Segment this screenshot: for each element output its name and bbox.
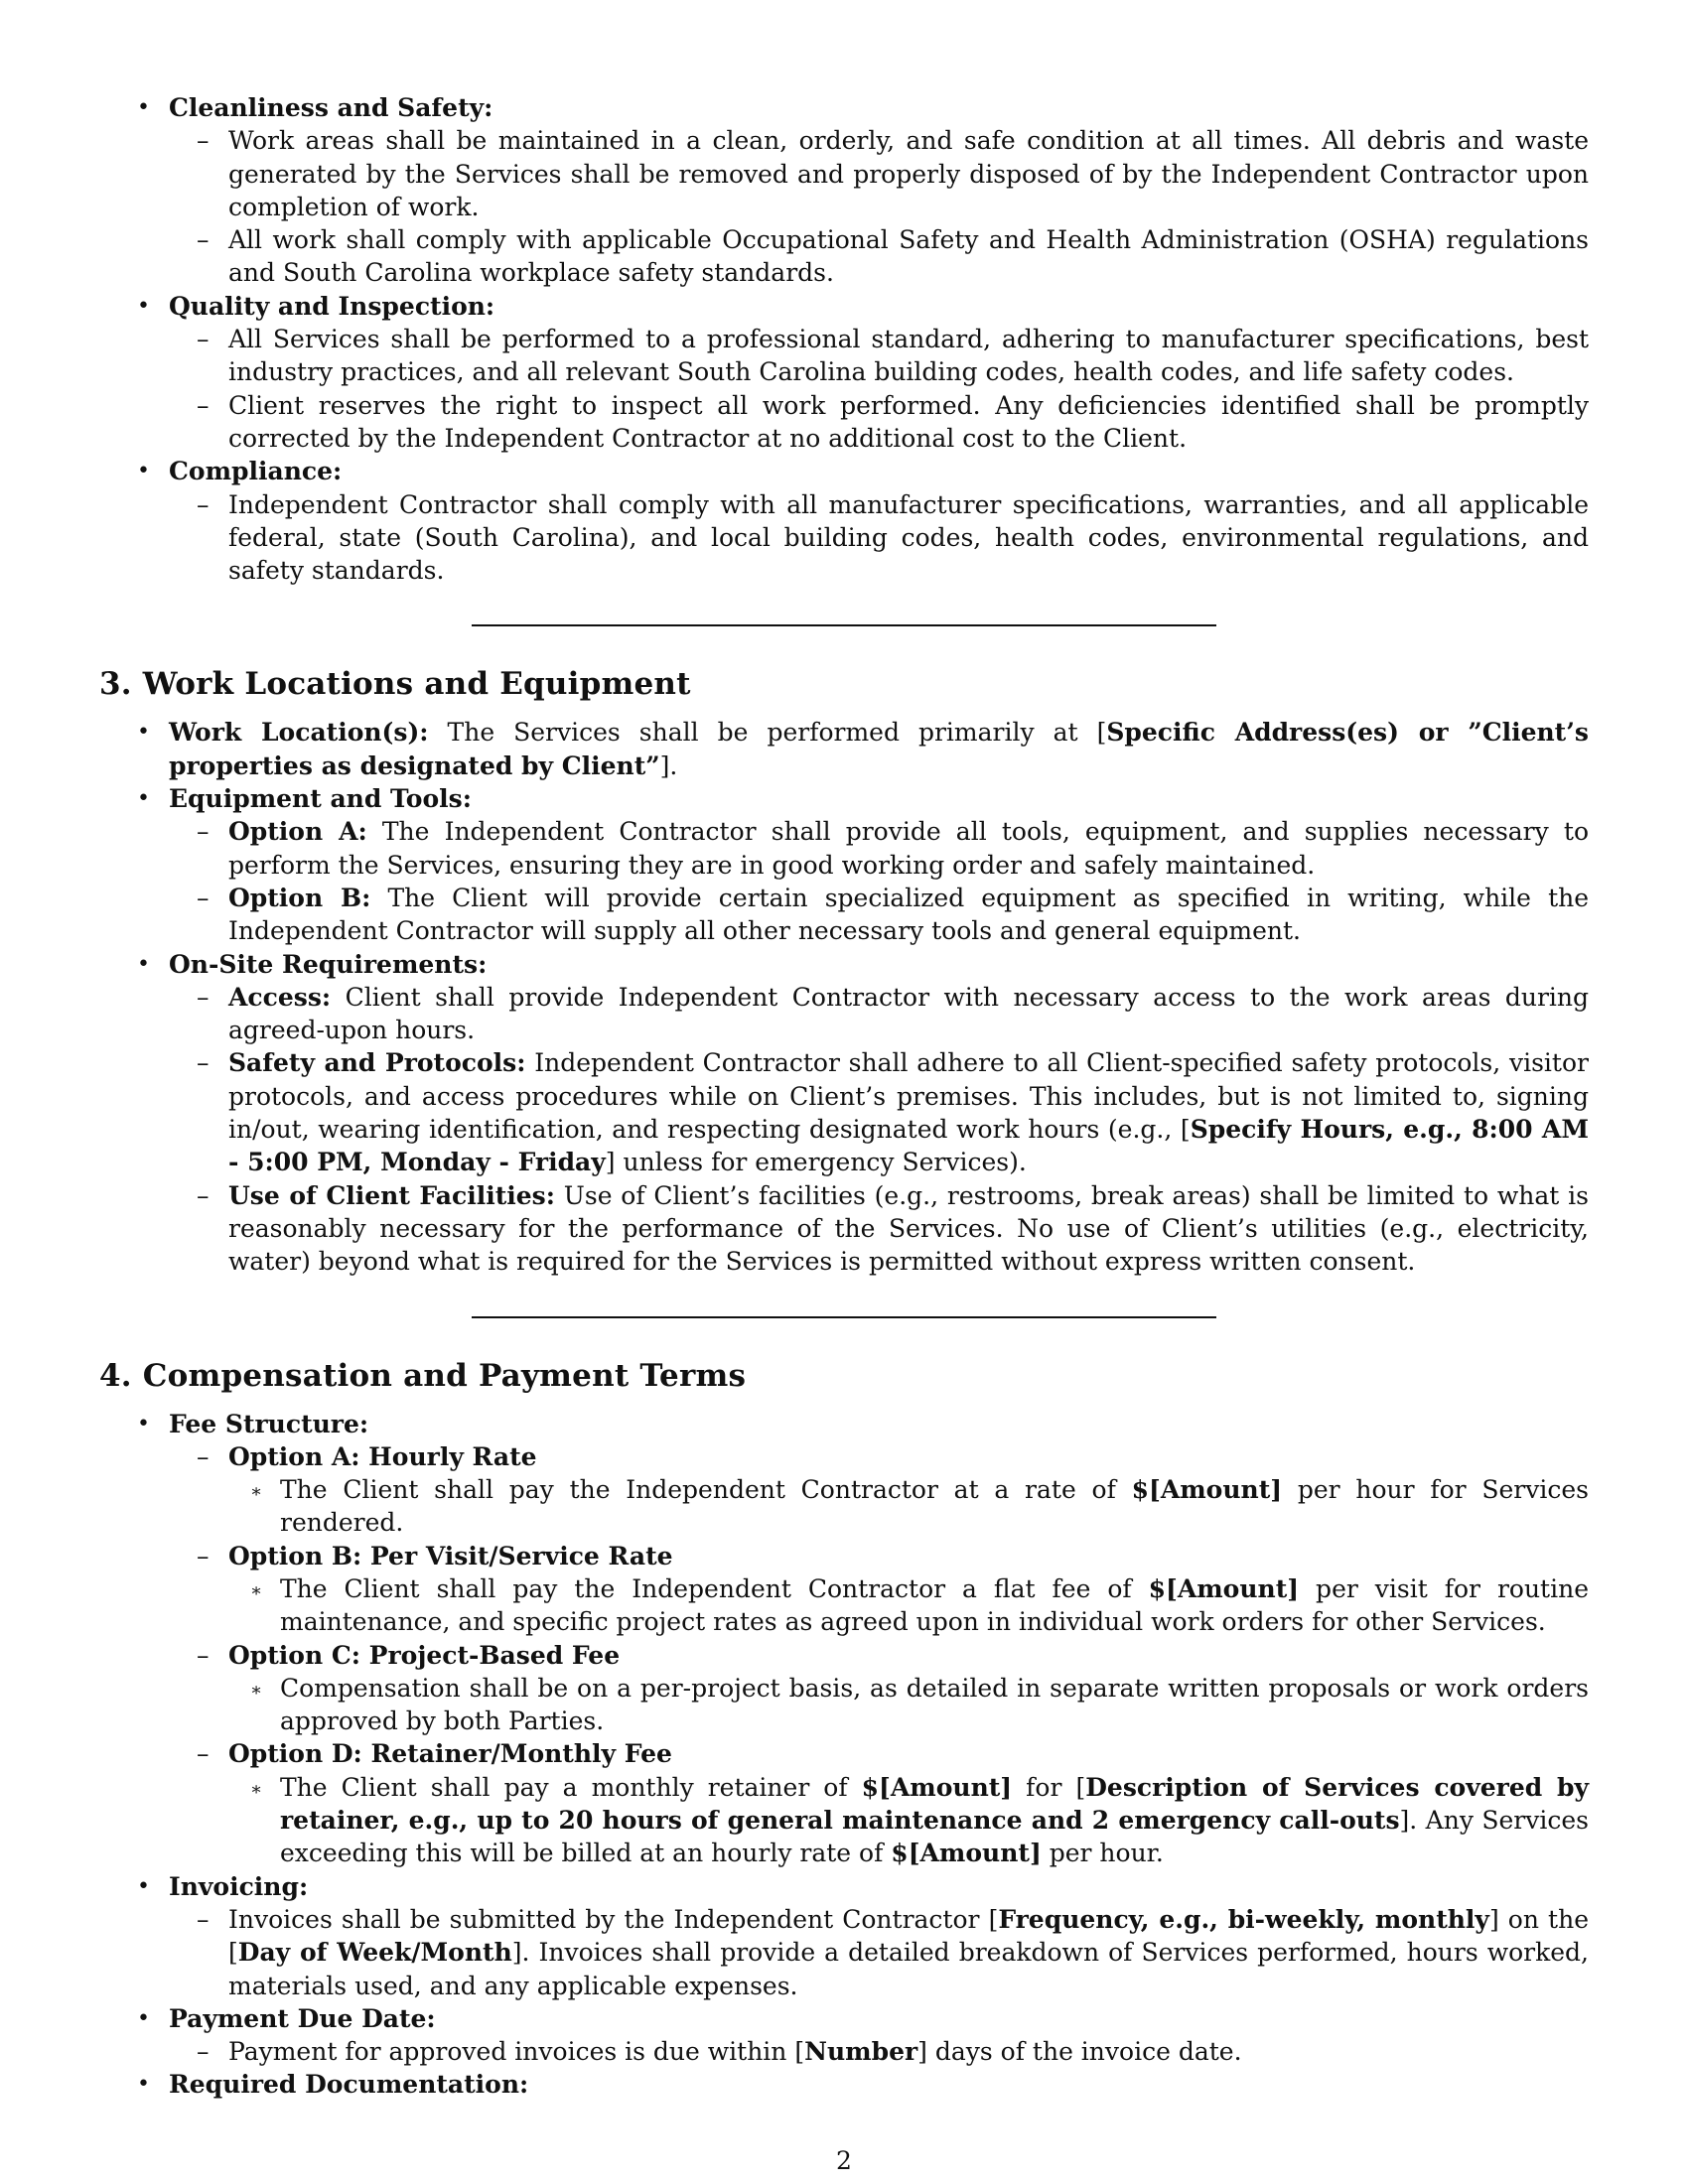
paragraph-text: for [ — [1012, 1772, 1086, 1802]
bullet-dot: • — [137, 1411, 150, 1436]
bullet-dot: • — [137, 1873, 150, 1899]
bullet-dash: – — [197, 1640, 210, 1670]
paragraph-text: Client reserves the right to inspect all work performed. Any deficiencies identified shall be promptly corrected by the Independent Contractor at no additional cost to the Client. — [228, 390, 1589, 453]
paragraph-text: The Client shall pay the Independent Contractor a flat fee of — [280, 1573, 1149, 1603]
compliance-heading: Compliance: — [169, 457, 343, 486]
list-item — [228, 1672, 1589, 1738]
equipment-heading: Equipment and Tools: — [169, 784, 472, 814]
list-item — [169, 323, 1589, 389]
bullet-star: ∗ — [250, 1481, 263, 1503]
list-item — [169, 223, 1589, 290]
paragraph-text: Compensation shall be on a per-project basis, as detailed in separate written proposals or work orders approved by both Parties. — [280, 1673, 1589, 1736]
bullet-dot: • — [137, 2072, 150, 2098]
work-location-heading: Work Location(s): — [169, 718, 429, 748]
section-divider — [472, 624, 1216, 626]
list-item — [99, 1408, 1589, 1870]
option-label: Option D: Retainer/Monthly Fee — [228, 1739, 672, 1769]
placeholder-field: $[Amount] — [891, 1839, 1042, 1868]
paragraph-text: ]. — [659, 751, 678, 780]
placeholder-field: $[Amount] — [1148, 1573, 1300, 1603]
paragraph-text: ]. Invoices shall provide a detailed breakdown of Services performed, hours worked, materials used, and any applicable expenses. — [228, 1938, 1589, 2000]
paragraph-text: per hour. — [1041, 1839, 1164, 1868]
list-item — [99, 716, 1589, 782]
bullet-dash: – — [197, 390, 210, 420]
option-label: Safety and Protocols: — [228, 1048, 526, 1078]
paragraph-text: Invoices shall be submitted by the Independent Contractor [ — [228, 1904, 999, 1934]
placeholder-field: $[Amount] — [861, 1772, 1013, 1802]
fee-structure-heading: Fee Structure: — [169, 1409, 369, 1438]
placeholder-field: $[Amount] — [1131, 1475, 1283, 1505]
cleanliness-heading: Cleanliness and Safety: — [169, 93, 493, 122]
bullet-dash: – — [197, 1048, 210, 1078]
bullet-dot: • — [137, 951, 150, 977]
paragraph-text: Client shall provide Independent Contractor with necessary access to the work areas during agreed-upon hours. — [228, 982, 1589, 1045]
list-item — [99, 2068, 1589, 2101]
invoicing-heading: Invoicing: — [169, 1871, 309, 1901]
paragraph-text: All work shall comply with applicable Occupational Safety and Health Administration (OSHA) regulations and South Carolina workplace safety standards. — [228, 225, 1589, 288]
option-label: Option A: Hourly Rate — [228, 1441, 537, 1471]
list-item — [169, 981, 1589, 1047]
page-number: 2 — [836, 2146, 852, 2175]
section-divider — [472, 1316, 1216, 1318]
bullet-dot: • — [137, 2005, 150, 2031]
bullet-dot: • — [137, 459, 150, 484]
bullet-dot: • — [137, 786, 150, 812]
list-item — [169, 882, 1589, 948]
paragraph-text: per hour for Services rendered. — [280, 1475, 1589, 1538]
section-4-title: 4. Compensation and Payment Terms — [99, 1357, 747, 1394]
list-item — [99, 782, 1589, 947]
paragraph-text: ] unless for emergency Services). — [605, 1148, 1027, 1177]
paragraph-text: The Client will provide certain specialized equipment as specified in writing, while the Independent Contractor will supply all other necessary tools and general equipment. — [228, 883, 1590, 946]
bullet-dash: – — [197, 2037, 210, 2067]
bullet-star: ∗ — [250, 1579, 263, 1601]
paragraph-text: The Services shall be performed primarily at [ — [447, 718, 1107, 748]
option-label: Option A: — [228, 817, 367, 847]
bullet-dash: – — [197, 325, 210, 354]
list-item — [169, 2035, 1589, 2068]
bullet-dot: • — [137, 95, 150, 120]
placeholder-field: Frequency, e.g., bi-weekly, monthly — [998, 1904, 1489, 1934]
list-item — [169, 1903, 1589, 2002]
paragraph-text: ]. Any Services exceeding this will be billed at an hourly rate of — [280, 1806, 1589, 1868]
bullet-dot: • — [137, 720, 150, 746]
bullet-dash: – — [197, 817, 210, 847]
placeholder-field: Specific Address(es) or ”Client’s properties as designated by Client” — [169, 718, 1589, 780]
paragraph-text: The Independent Contractor shall provide all tools, equipment, and supplies necessary to perform the Services, ensuring they are in good working order and safely maintained. — [228, 817, 1590, 880]
section3-list — [99, 716, 1589, 1278]
paragraph-text: Work areas shall be maintained in a clean, orderly, and safe condition at all times. All debris and waste generated by the Services shall be removed and properly disposed of by the Independent Contractor upon completion of work. — [228, 126, 1589, 221]
bullet-dash: – — [197, 225, 210, 255]
bullet-dash: – — [197, 1441, 210, 1471]
paragraph-text: Independent Contractor shall comply with all manufacturer specifications, warranties, and all applicable federal, state (South Carolina), and local building codes, health codes, environmental regulations, and safety standards. — [228, 489, 1589, 586]
option-label: Use of Client Facilities: — [228, 1180, 555, 1210]
bullet-star: ∗ — [250, 1679, 263, 1701]
bullet-dash: – — [197, 126, 210, 156]
option-label: Access: — [228, 982, 332, 1012]
placeholder-field: Number — [804, 2037, 918, 2067]
list-item — [99, 455, 1589, 587]
paragraph-text: Payment for approved invoices is due within [ — [228, 2037, 805, 2067]
paragraph-text: ] on the [ — [228, 1904, 1589, 1968]
option-label: Option B: Per Visit/Service Rate — [228, 1541, 673, 1570]
required-docs-heading: Required Documentation: — [169, 2070, 529, 2100]
list-item — [169, 1737, 1589, 1869]
section4-list — [99, 1408, 1589, 2102]
bullet-dash: – — [197, 1541, 210, 1570]
list-item — [99, 91, 1589, 290]
bullet-dash: – — [197, 1180, 210, 1210]
bullet-dash: – — [197, 1739, 210, 1769]
section-3-title: 3. Work Locations and Equipment — [99, 666, 691, 703]
list-item — [169, 488, 1589, 588]
list-item — [228, 1771, 1589, 1870]
payment-due-heading: Payment Due Date: — [169, 2003, 436, 2033]
list-item — [99, 2002, 1589, 2069]
option-label: Option B: — [228, 883, 371, 912]
list-item — [228, 1572, 1589, 1639]
list-item — [169, 389, 1589, 456]
list-item — [99, 948, 1589, 1279]
bullet-dash: – — [197, 883, 210, 912]
paragraph-text: per visit for routine maintenance, and specific project rates as agreed upon in individual work orders for other Services. — [280, 1573, 1589, 1637]
paragraph-text: The Client shall pay a monthly retainer of — [280, 1772, 862, 1802]
list-item — [169, 1179, 1589, 1279]
section2-tail-list — [99, 91, 1589, 587]
list-item — [169, 1440, 1589, 1540]
list-item — [169, 1046, 1589, 1178]
placeholder-field: Day of Week/Month — [237, 1938, 512, 1968]
list-item — [169, 1639, 1589, 1738]
paragraph-text: Independent Contractor shall adhere to all Client-specified safety protocols, visitor protocols, and access procedures while on Client’s premises. This includes, but is not limited to, signing in/out, wearing identification, and respecting designated work hours (e.g., [ — [228, 1048, 1589, 1145]
list-item — [169, 124, 1589, 223]
bullet-star: ∗ — [250, 1778, 263, 1800]
list-item — [169, 1540, 1589, 1639]
bullet-dash: – — [197, 489, 210, 519]
paragraph-text: The Client shall pay the Independent Contractor at a rate of — [280, 1475, 1132, 1505]
onsite-heading: On-Site Requirements: — [169, 949, 488, 979]
bullet-dash: – — [197, 1904, 210, 1934]
list-item — [228, 1473, 1589, 1540]
bullet-dot: • — [137, 293, 150, 319]
quality-heading: Quality and Inspection: — [169, 291, 495, 321]
paragraph-text: Use of Client’s facilities (e.g., restrooms, break areas) shall be limited to what is reasonably necessary for the performance of the Services. No use of Client’s utilities (e.g., electricity, water) beyond what is required for the Services is permitted without express written consent. — [228, 1180, 1589, 1277]
placeholder-field: Description of Services covered by retainer, e.g., up to 20 hours of general maintenance and 2 emergency call-outs — [280, 1772, 1590, 1836]
list-item — [99, 290, 1589, 455]
option-label: Option C: Project-Based Fee — [228, 1640, 621, 1670]
document-page — [99, 91, 1589, 2102]
placeholder-field: Specify Hours, e.g., 8:00 AM - 5:00 PM, Monday - Friday — [228, 1115, 1589, 1177]
paragraph-text: ] days of the invoice date. — [917, 2037, 1242, 2067]
bullet-dash: – — [197, 982, 210, 1012]
paragraph-text: All Services shall be performed to a professional standard, adhering to manufacturer specifications, best industry practices, and all relevant South Carolina building codes, health codes, and life safety codes. — [228, 325, 1589, 387]
list-item — [99, 1870, 1589, 2002]
list-item — [169, 815, 1589, 882]
